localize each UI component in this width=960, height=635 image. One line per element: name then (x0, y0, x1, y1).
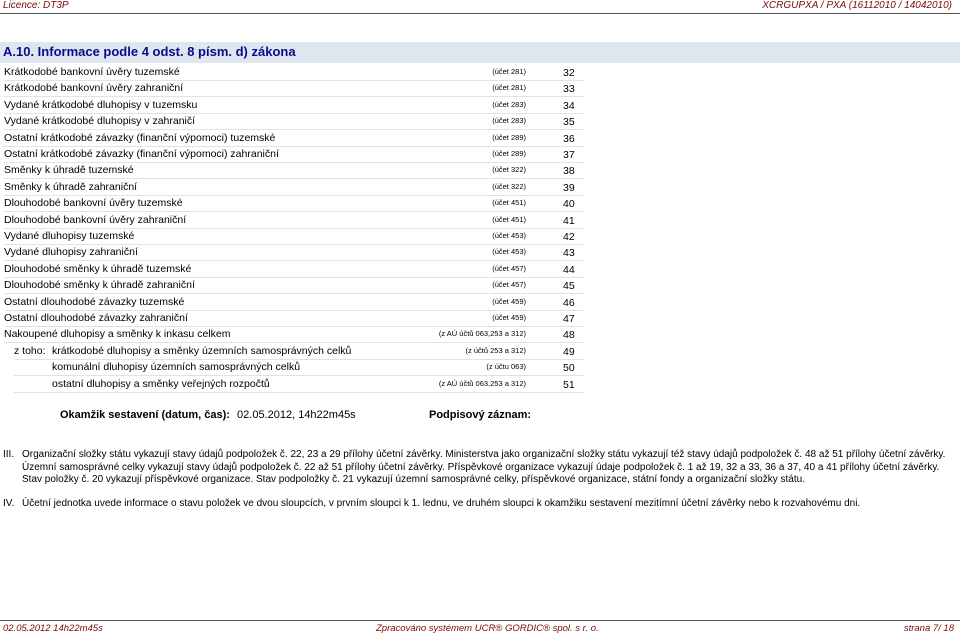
subrow-account: (z účtů 253 a 312) (465, 345, 526, 355)
row-number: 38 (563, 165, 575, 178)
row-divider (4, 310, 584, 311)
subrow-divider (14, 359, 584, 360)
row-number: 44 (563, 263, 575, 276)
subrow-label: krátkodobé dluhopisy a směnky územních samosprávných celků (52, 344, 352, 357)
moment-block (60, 409, 356, 421)
row-label: Ostatní krátkodobé závazky (finanční výpomoci) tuzemské (4, 131, 276, 144)
row-divider (4, 244, 584, 245)
row-divider (4, 211, 584, 212)
row-account: (účet 283) (492, 99, 526, 109)
row-label: Vydané krátkodobé dluhopisy v tuzemsku (4, 98, 198, 111)
row-account: (účet 453) (492, 231, 526, 240)
subrow-account: (z účtu 063) (486, 362, 526, 372)
row-account: (účet 451) (492, 214, 526, 224)
row-account: (účet 283) (492, 116, 526, 126)
note-iv-text: Účetní jednotka uvede informace o stavu položek ve dvou sloupcích, v prvním sloupci k 1. lednu, ve druhém sloupci k okamžiku sestavení mezitímní účetní závěrky nebo k rozvahovému dni. (22, 498, 861, 509)
subrow-number: 49 (563, 345, 575, 358)
row-account: (účet 322) (492, 181, 526, 191)
row-divider (4, 96, 584, 97)
report-code: XCRGUPXA / PXA (16112010 / 14042010) (762, 0, 952, 11)
note-iii-text: Organizační složky státu vykazují stavy údajů podpoložek č. 22, 23 a 29 přílohy účetní závěrky. Ministerstva jako organizační složky státu vykazují též stavy údajů podpoložek č. 48 až 51 přílohy účetní závěrky. Územní samosprávné celky vykazují stavy údajů podpoložek č. 22 až 51 přílohy účetní závěrky. Příspěvkové organizace vykazují údaje podpoložek č. 1 až 19, 32 a 33, 36 a 37, 40 a 41 přílohy účetní závěrky. Stav položky č. 20 vykazují příspěvkové organizace. Stav podpoložky č. 21 vykazují územní samosprávné celky, příspěvkové organizace, státní fondy a organizační složky státu. (22, 449, 946, 485)
row-account: (účet 459) (492, 313, 526, 322)
licence-text: Licence: DT3P (3, 0, 69, 11)
row-divider (4, 277, 584, 278)
row-number: 35 (563, 116, 575, 129)
row-account: (účet 322) (492, 165, 526, 175)
row-number: 41 (563, 214, 575, 227)
row-label: Krátkodobé bankovní úvěry zahraniční (4, 82, 184, 95)
footer-timestamp: 02.05.2012 14h22m45s (3, 623, 103, 634)
row-account: (účet 451) (492, 198, 526, 208)
row-divider (4, 195, 584, 196)
header-divider (0, 13, 960, 14)
row-divider (4, 228, 584, 229)
row-label: Vydané dluhopisy tuzemské (4, 230, 135, 242)
row-label: Směnky k úhradě tuzemské (4, 164, 134, 177)
footer-divider (0, 620, 960, 621)
row-divider (4, 178, 584, 179)
row-number: 36 (563, 132, 575, 145)
row-account: (účet 289) (492, 132, 526, 142)
row-number: 40 (563, 198, 575, 211)
subrow-divider (14, 375, 584, 376)
row-divider (4, 146, 584, 147)
row-account: (účet 281) (492, 67, 526, 76)
footer-processed-by: Zpracováno systémem UCR® GORDIC® spol. s r. o. (376, 623, 599, 634)
note-iii-label: III. (3, 449, 15, 460)
row-number: 45 (563, 280, 575, 293)
row-number: 39 (563, 181, 575, 194)
row-number: 48 (563, 329, 575, 342)
row-label: Krátkodobé bankovní úvěry tuzemské (4, 66, 180, 78)
row-label: Vydané dluhopisy zahraniční (4, 246, 138, 259)
row-number: 34 (563, 99, 575, 112)
subrow-prefix: z toho: (14, 344, 46, 357)
row-label: Dlouhodobé bankovní úvěry tuzemské (4, 197, 183, 210)
row-label: Dlouhodobé směnky k úhradě tuzemské (4, 262, 192, 275)
row-account: (účet 453) (492, 247, 526, 257)
subrow-label: ostatní dluhopisy a směnky veřejných rozpočtů (52, 377, 270, 390)
row-account: (z AÚ účtů 063,253 a 312) (438, 329, 526, 339)
subrow-divider (14, 392, 584, 393)
section-title: A.10. Informace podle 4 odst. 8 písm. d) zákona (3, 44, 296, 59)
row-number: 32 (563, 67, 575, 79)
row-divider (4, 80, 584, 81)
row-divider (4, 326, 584, 327)
subrow-number: 50 (563, 362, 575, 375)
row-account: (účet 459) (492, 296, 526, 306)
subrow-number: 51 (563, 378, 575, 391)
signature-label: Podpisový záznam: (429, 409, 532, 421)
row-divider (4, 260, 584, 261)
row-label: Ostatní dlouhodobé závazky tuzemské (4, 295, 185, 308)
row-number: 43 (563, 247, 575, 260)
footer-page-number: strana 7/ 18 (903, 623, 954, 634)
row-label: Nakoupené dluhopisy a směnky k inkasu celkem (4, 328, 231, 341)
row-account: (účet 281) (492, 83, 526, 93)
subrow-label: komunální dluhopisy územních samosprávných celků (52, 361, 301, 374)
row-number: 37 (563, 149, 575, 161)
row-number: 33 (563, 83, 575, 96)
row-divider (4, 342, 584, 343)
row-number: 46 (563, 296, 575, 309)
row-number: 42 (563, 231, 575, 243)
row-divider (4, 129, 584, 130)
note-iv-label: IV. (3, 498, 15, 509)
row-label: Směnky k úhradě zahraniční (4, 180, 138, 193)
moment-value: 02.05.2012, 14h22m45s (237, 409, 356, 421)
row-divider (4, 113, 584, 114)
row-label: Vydané krátkodobé dluhopisy v zahraničí (4, 115, 196, 128)
page-footer (0, 623, 960, 635)
row-divider (4, 162, 584, 163)
row-account: (účet 289) (492, 149, 526, 158)
row-account: (účet 457) (492, 263, 526, 273)
row-label: Dlouhodobé směnky k úhradě zahraniční (4, 279, 195, 292)
page-header (0, 0, 960, 12)
row-label: Ostatní krátkodobé závazky (finanční výpomoci) zahraniční (4, 148, 279, 160)
moment-label: Okamžik sestavení (datum, čas): (60, 409, 230, 421)
row-number: 47 (563, 313, 575, 325)
row-label: Ostatní dlouhodobé závazky zahraniční (4, 312, 188, 324)
row-label: Dlouhodobé bankovní úvěry zahraniční (4, 213, 187, 226)
subrow-account: (z AÚ účtů 063,253 a 312) (438, 378, 526, 388)
row-account: (účet 457) (492, 280, 526, 290)
row-divider (4, 293, 584, 294)
